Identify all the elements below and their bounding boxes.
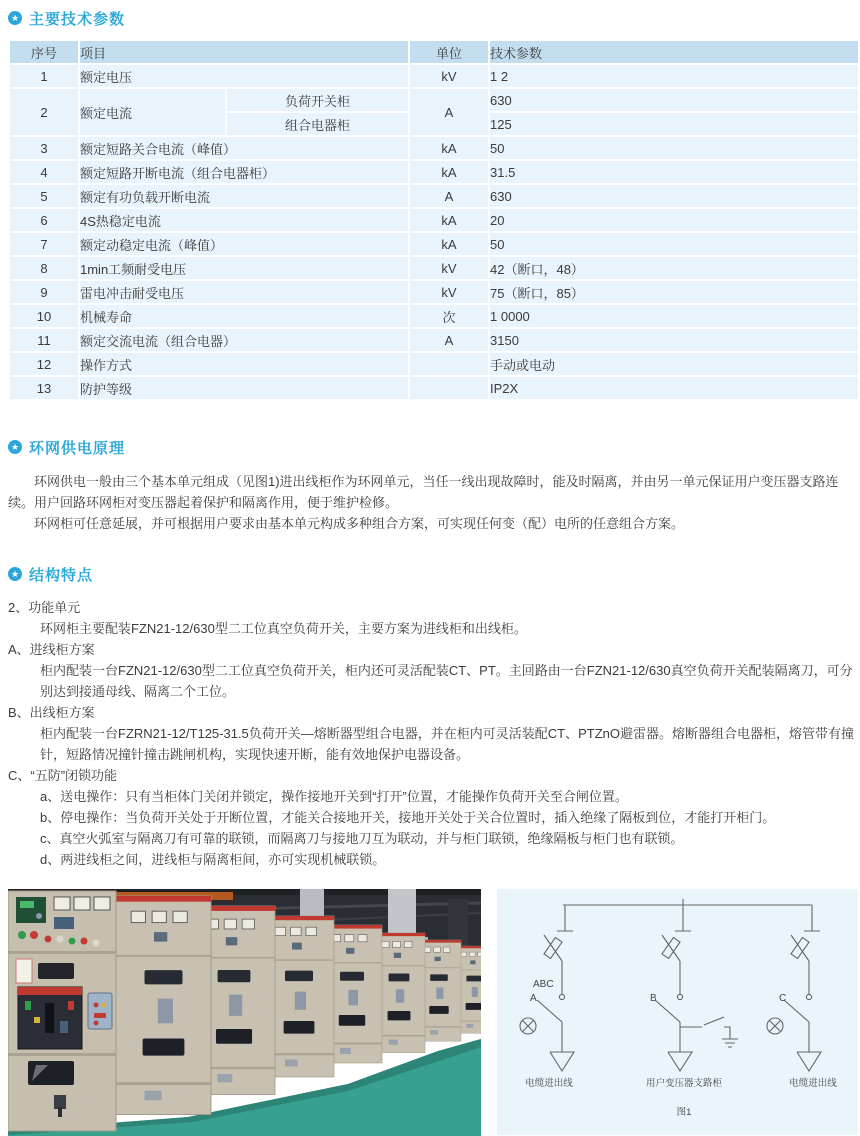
- param-row: [10, 161, 858, 185]
- cable-inlet-label-right: 电缆进出线: [789, 1078, 837, 1089]
- param-unit: kV: [410, 257, 490, 281]
- param-no: 13: [10, 377, 80, 401]
- table-header-row: [10, 41, 858, 65]
- param-value: 3150: [490, 329, 858, 353]
- param-row: [10, 209, 858, 233]
- feature-body: 环网柜主要配装FZN21-12/630型二工位真空负荷开关，主要方案为进线柜和出线柜。: [40, 621, 527, 636]
- feature-subitem: b、停电操作：当负荷开关处于开断位置，才能关合接地开关，接地开关处于关合位置时，插入绝缘了隔板到位，才能打开柜门。: [40, 810, 776, 825]
- param-no: 7: [10, 233, 80, 257]
- section-title-parameters: 主要技术参数: [29, 10, 126, 28]
- feature-body: 柜内配装一台FZRN21-12/T125-31.5负荷开关—熔断器型组合电器，并在柜内可灵活装配CT、PTZnO避雷器。熔断器组合电器柜，熔管带有撞针，短路情况撞针撞击跳闸机构，实现快速开断，能有效地保护电器设备。: [40, 726, 855, 762]
- param-row: [10, 353, 858, 377]
- param-no: 3: [10, 137, 80, 161]
- param-row: [10, 89, 858, 113]
- param-row: [10, 257, 858, 281]
- ring-network-diagram: [497, 889, 858, 1135]
- param-value: 125: [490, 113, 858, 137]
- switchgear-photo: [8, 889, 481, 1136]
- principle-paragraph: 环网柜可任意延展，并可根据用户要求由基本单元构成多种组合方案，可实现任何变（配）电所的任意组合方案。: [34, 516, 685, 531]
- param-no: 1: [10, 65, 80, 89]
- param-value: 42（断口，48）: [490, 257, 858, 281]
- transformer-branch-label: 用户变压器支路柜: [645, 1078, 723, 1089]
- param-value: 1 2: [490, 65, 858, 89]
- param-unit: kV: [410, 281, 490, 305]
- param-value: 50: [490, 137, 858, 161]
- param-item: 额定电流: [80, 89, 227, 137]
- param-item: 操作方式: [80, 353, 410, 377]
- param-row: [10, 281, 858, 305]
- param-value: 50: [490, 233, 858, 257]
- param-row: [10, 137, 858, 161]
- param-unit: kA: [410, 233, 490, 257]
- param-unit: A: [410, 185, 490, 209]
- param-row: [10, 329, 858, 353]
- param-row: [10, 233, 858, 257]
- param-item: 额定动稳定电流（峰值）: [80, 233, 410, 257]
- principle-paragraph: 环网供电一般由三个基本单元组成（见图1)进出线柜作为环网单元，当任一线出现故障时，能及时隔离，并由另一单元保证用户变压器支路连续。用户回路环网柜对变压器起着保护和隔离作用，便于维护检修。: [8, 474, 839, 510]
- param-value: 630: [490, 89, 858, 113]
- param-value: 31.5: [490, 161, 858, 185]
- section-title-structure: 结构特点: [29, 566, 94, 584]
- col-header-unit: 单位: [410, 41, 490, 65]
- param-item: 防护等级: [80, 377, 410, 401]
- feature-subitem: a、送电操作：只有当柜体门关闭并锁定，操作接地开关到“打开”位置，才能操作负荷开关至合闸位置。: [40, 789, 628, 804]
- param-unit: kA: [410, 209, 490, 233]
- section-header-parameters: [8, 8, 860, 28]
- param-unit: A: [410, 329, 490, 353]
- section-header-structure: [8, 564, 860, 584]
- param-unit: [410, 377, 490, 401]
- feature-body: 柜内配装一台FZN21-12/630型二工位真空负荷开关，柜内还可灵活配装CT、PT。主回路由一台FZN21-12/630真空负荷开关配装隔离刀，可分别达到接通母线、隔离二个工位。: [40, 663, 853, 699]
- parameters-table: [10, 41, 858, 401]
- param-no: 2: [10, 89, 80, 137]
- param-unit: kV: [410, 65, 490, 89]
- feature-heading: C、“五防”闭锁功能: [8, 768, 118, 783]
- param-item: 雷电冲击耐受电压: [80, 281, 410, 305]
- principle-paragraphs: [8, 471, 858, 534]
- param-row: [10, 305, 858, 329]
- param-unit: kA: [410, 137, 490, 161]
- param-no: 4: [10, 161, 80, 185]
- param-subitem: 负荷开关柜: [227, 89, 410, 113]
- param-value: IP2X: [490, 377, 858, 401]
- param-unit: [410, 353, 490, 377]
- col-header-value: 技术参数: [490, 41, 858, 65]
- param-value: 630: [490, 185, 858, 209]
- col-header-no: 序号: [10, 41, 80, 65]
- switch-c-label: C: [779, 993, 787, 1004]
- param-no: 12: [10, 353, 80, 377]
- param-value: 75（断口，85）: [490, 281, 858, 305]
- param-item: 额定短路关合电流（峰值）: [80, 137, 410, 161]
- param-no: 8: [10, 257, 80, 281]
- star-circle-icon: ★: [8, 440, 22, 454]
- param-no: 11: [10, 329, 80, 353]
- param-unit: kA: [410, 161, 490, 185]
- star-circle-icon: ★: [8, 11, 22, 25]
- param-item: 额定有功负载开断电流: [80, 185, 410, 209]
- param-value: 1 0000: [490, 305, 858, 329]
- param-value: 手动或电动: [490, 353, 858, 377]
- param-row: [10, 65, 858, 89]
- param-no: 9: [10, 281, 80, 305]
- figure-caption: 图1: [676, 1107, 692, 1118]
- col-header-item: 项目: [80, 41, 410, 65]
- feature-heading: A、进线柜方案: [8, 642, 95, 657]
- section-title-principle: 环网供电原理: [29, 439, 126, 457]
- param-row: [10, 377, 858, 401]
- param-item: 额定短路开断电流（组合电器柜）: [80, 161, 410, 185]
- cable-inlet-label-left: 电缆进出线: [525, 1078, 573, 1089]
- param-item: 额定交流电流（组合电器）: [80, 329, 410, 353]
- param-no: 5: [10, 185, 80, 209]
- feature-heading: B、出线柜方案: [8, 705, 95, 720]
- param-no: 10: [10, 305, 80, 329]
- feature-heading: 2、功能单元: [8, 600, 81, 615]
- feature-subitem: d、两进线柜之间，进线柜与隔离柜间，亦可实现机械联锁。: [40, 852, 386, 867]
- section-header-principle: [8, 437, 860, 457]
- param-unit: A: [410, 89, 490, 137]
- param-no: 6: [10, 209, 80, 233]
- bottom-figure-row: [8, 889, 860, 1136]
- param-item: 1min工频耐受电压: [80, 257, 410, 281]
- param-item: 额定电压: [80, 65, 410, 89]
- param-subitem: 组合电器柜: [227, 113, 410, 137]
- param-item: 4S热稳定电流: [80, 209, 410, 233]
- param-unit: 次: [410, 305, 490, 329]
- structure-feature-list: [8, 597, 860, 870]
- param-row: [10, 185, 858, 209]
- param-item: 机械寿命: [80, 305, 410, 329]
- switch-b-label: B: [650, 993, 657, 1004]
- star-circle-icon: ★: [8, 567, 22, 581]
- feature-subitem: c、真空火弧室与隔离刀有可靠的联锁，而隔离刀与接地刀互为联动，并与柜门联锁，绝缘隔板与柜门也有联锁。: [40, 831, 684, 846]
- param-value: 20: [490, 209, 858, 233]
- switch-a-label: A: [530, 993, 537, 1004]
- phase-letters-label: ABC: [533, 979, 554, 990]
